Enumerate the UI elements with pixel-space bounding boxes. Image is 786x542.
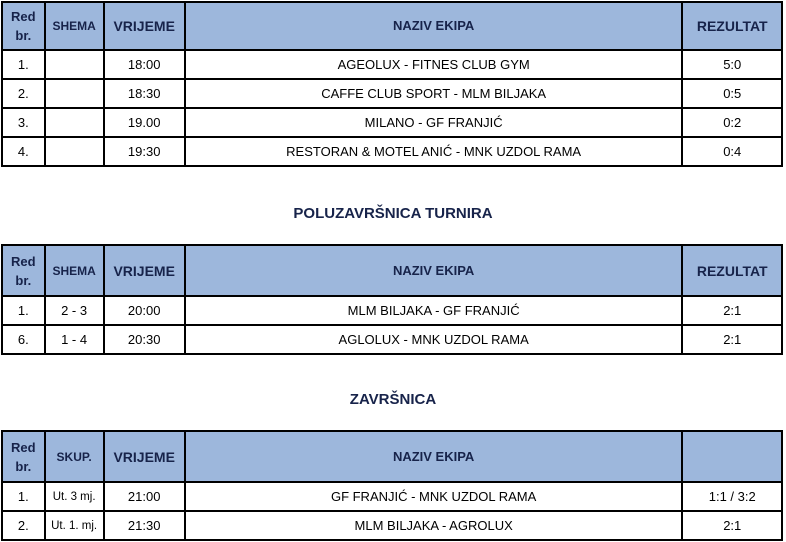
cell-red: 1. <box>2 50 45 79</box>
header-shema: SHEMA <box>45 2 104 50</box>
table-row <box>2 511 782 540</box>
cell-naziv: AGEOLUX - FITNES CLUB GYM <box>185 50 683 79</box>
table-header-row <box>2 245 782 296</box>
cell-red: 3. <box>2 108 45 137</box>
cell-shema <box>45 137 104 166</box>
header-skup: SKUP. <box>45 431 104 482</box>
cell-rezultat: 5:0 <box>682 50 782 79</box>
header-shema: SHEMA <box>45 245 104 296</box>
cell-naziv: MLM BILJAKA - AGROLUX <box>185 511 683 540</box>
header-red-br: Red br. <box>2 2 45 50</box>
table-row <box>2 482 782 511</box>
cell-rezultat: 0:5 <box>682 79 782 108</box>
cell-naziv: GF FRANJIĆ - MNK UZDOL RAMA <box>185 482 683 511</box>
semifinal-table <box>1 244 783 355</box>
cell-vrijeme: 20:30 <box>104 325 185 354</box>
cell-vrijeme: 18:30 <box>104 79 185 108</box>
cell-vrijeme: 19.00 <box>104 108 185 137</box>
final-table <box>1 430 783 541</box>
cell-red: 2. <box>2 79 45 108</box>
header-red-br: Red br. <box>2 245 45 296</box>
table-row <box>2 325 782 354</box>
cell-shema <box>45 108 104 137</box>
cell-vrijeme: 21:30 <box>104 511 185 540</box>
header-naziv-ekipa: NAZIV EKIPA <box>185 431 683 482</box>
cell-red: 2. <box>2 511 45 540</box>
cell-naziv: MLM BILJAKA - GF FRANJIĆ <box>185 296 683 325</box>
table-row <box>2 108 782 137</box>
cell-vrijeme: 18:00 <box>104 50 185 79</box>
cell-red: 6. <box>2 325 45 354</box>
cell-shema: 2 - 3 <box>45 296 104 325</box>
header-naziv-ekipa: NAZIV EKIPA <box>185 2 683 50</box>
table-header-row <box>2 431 782 482</box>
table-row <box>2 137 782 166</box>
cell-vrijeme: 21:00 <box>104 482 185 511</box>
table-header-row <box>2 2 782 50</box>
cell-rezultat: 2:1 <box>682 511 782 540</box>
header-rezultat-empty <box>682 431 782 482</box>
cell-rezultat: 2:1 <box>682 296 782 325</box>
header-vrijeme: VRIJEME <box>104 2 185 50</box>
header-vrijeme: VRIJEME <box>104 431 185 482</box>
table-row <box>2 79 782 108</box>
cell-rezultat: 0:4 <box>682 137 782 166</box>
header-red-br: Red br. <box>2 431 45 482</box>
cell-naziv: AGLOLUX - MNK UZDOL RAMA <box>185 325 683 354</box>
group-matches-table <box>1 1 783 167</box>
header-rezultat: REZULTAT <box>682 2 782 50</box>
header-vrijeme: VRIJEME <box>104 245 185 296</box>
cell-red: 1. <box>2 296 45 325</box>
cell-vrijeme: 19:30 <box>104 137 185 166</box>
cell-vrijeme: 20:00 <box>104 296 185 325</box>
cell-skup: Ut. 1. mj. <box>45 511 104 540</box>
semifinal-title: POLUZAVRŠNICA TURNIRA <box>293 205 493 222</box>
cell-red: 1. <box>2 482 45 511</box>
cell-shema <box>45 50 104 79</box>
table-row <box>2 50 782 79</box>
header-naziv-ekipa: NAZIV EKIPA <box>185 245 683 296</box>
cell-rezultat: 1:1 / 3:2 <box>682 482 782 511</box>
table-row <box>2 296 782 325</box>
cell-naziv: MILANO - GF FRANJIĆ <box>185 108 683 137</box>
cell-naziv: RESTORAN & MOTEL ANIĆ - MNK UZDOL RAMA <box>185 137 683 166</box>
cell-rezultat: 0:2 <box>682 108 782 137</box>
cell-red: 4. <box>2 137 45 166</box>
cell-shema <box>45 79 104 108</box>
cell-rezultat: 2:1 <box>682 325 782 354</box>
final-title: ZAVRŠNICA <box>349 391 437 408</box>
cell-naziv: CAFFE CLUB SPORT - MLM BILJAKA <box>185 79 683 108</box>
cell-skup: Ut. 3 mj. <box>45 482 104 511</box>
cell-shema: 1 - 4 <box>45 325 104 354</box>
header-rezultat: REZULTAT <box>682 245 782 296</box>
